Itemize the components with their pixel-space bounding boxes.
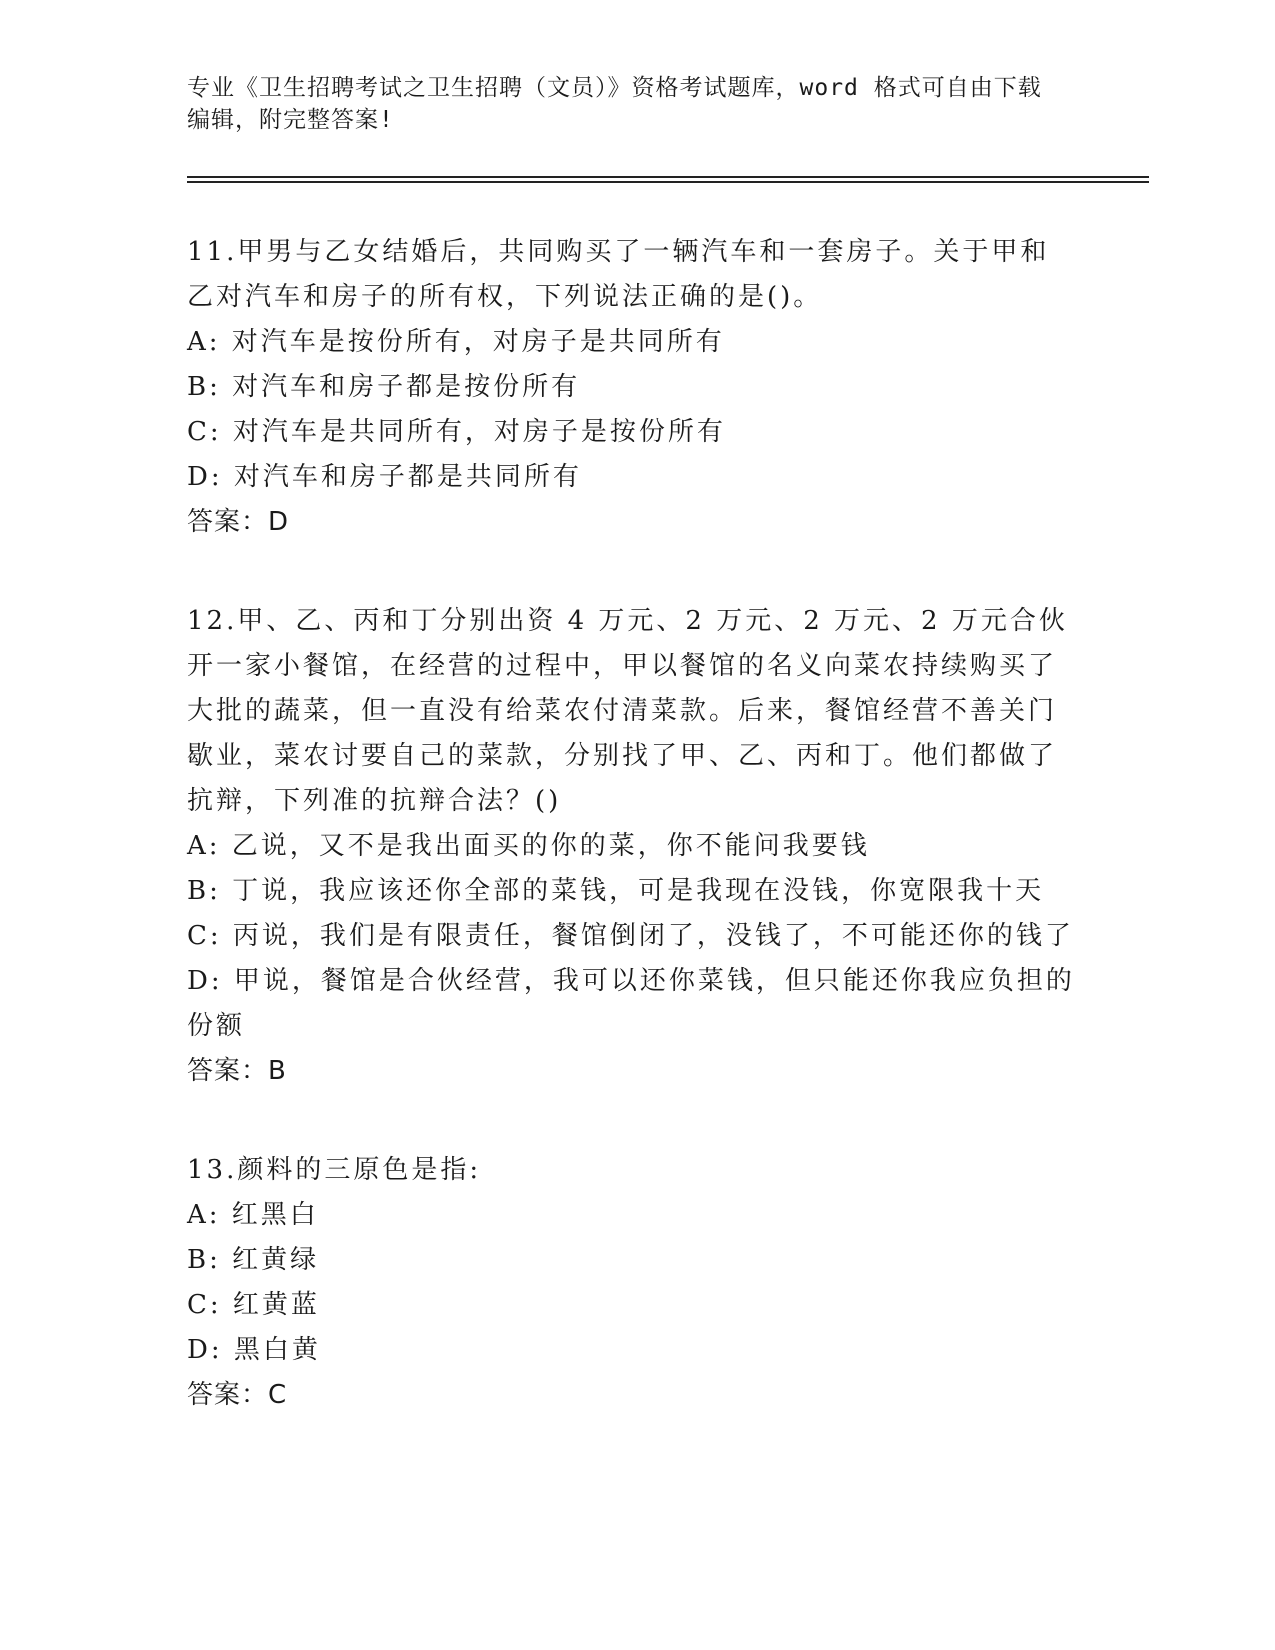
header-divider-top: [187, 176, 1149, 178]
option-c: C: 丙说，我们是有限责任，餐馆倒闭了，没钱了，不可能还你的钱了: [187, 921, 1074, 951]
question-11: [187, 230, 1077, 545]
header-line-1: 专业《卫生招聘考试之卫生招聘（文员）》资格考试题库，word 格式可自由下载: [187, 75, 1042, 101]
header-line-2: 编辑，附完整答案!: [187, 107, 394, 133]
question-list: [187, 230, 1077, 1472]
option-d: D: 甲说，餐馆是合伙经营，我可以还你菜钱，但只能还你我应负担的份额: [187, 966, 1075, 1041]
option-d: D: 黑白黄: [187, 1335, 321, 1365]
option-b: B: 对汽车和房子都是按份所有: [187, 372, 581, 402]
option-d: D: 对汽车和房子都是共同所有: [187, 462, 582, 492]
option-c: C: 对汽车是共同所有，对房子是按份所有: [187, 417, 726, 447]
question-13: [187, 1148, 1077, 1418]
header-divider-bottom: [187, 181, 1149, 183]
answer-label: 答案：C: [187, 1380, 288, 1410]
option-b: B: 丁说，我应该还你全部的菜钱，可是我现在没钱，你宽限我十天: [187, 876, 1045, 906]
option-b: B: 红黄绿: [187, 1245, 320, 1275]
option-a: A: 对汽车是按份所有，对房子是共同所有: [187, 327, 725, 357]
question-stem: 13.颜料的三原色是指:: [187, 1155, 482, 1185]
option-a: A: 红黑白: [187, 1200, 319, 1230]
document-header: [187, 72, 1087, 136]
question-12: [187, 599, 1077, 1094]
answer-label: 答案：D: [187, 507, 290, 537]
option-c: C: 红黄蓝: [187, 1290, 320, 1320]
option-a: A: 乙说，又不是我出面买的你的菜，你不能问我要钱: [187, 831, 870, 861]
question-stem: 11.甲男与乙女结婚后，共同购买了一辆汽车和一套房子。关于甲和乙对汽车和房子的所有权，下列说法正确的是()。: [187, 237, 1050, 312]
answer-label: 答案：B: [187, 1056, 287, 1086]
question-stem: 12.甲、乙、丙和丁分别出资 4 万元、2 万元、2 万元、2 万元合伙开一家小餐馆，在经营的过程中，甲以餐馆的名义向菜农持续购买了大批的蔬菜，但一直没有给菜农付清菜款。后来，餐馆经营不善关门歇业，菜农讨要自己的菜款，分别找了甲、乙、丙和丁。他们都做了抗辩，下列准的抗辩合法？(): [187, 606, 1068, 816]
